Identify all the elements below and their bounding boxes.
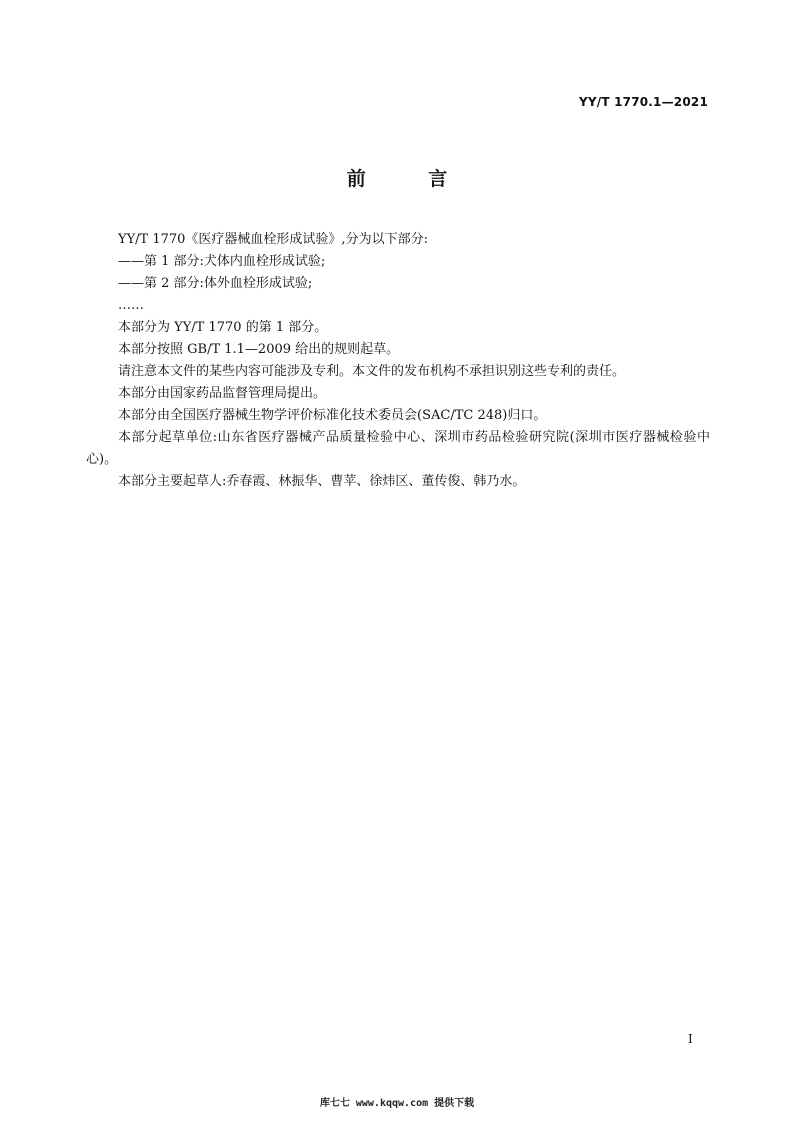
foreword-body xyxy=(86,229,710,493)
paragraph-patent-notice: 请注意本文件的某些内容可能涉及专利。本文件的发布机构不承担识别这些专利的责任。 xyxy=(118,364,626,379)
page-title: 前 言 xyxy=(346,168,476,190)
paragraph-proposed-by: 本部分由国家药品监督管理局提出。 xyxy=(118,386,327,401)
standard-code: YY/T 1770.1—2021 xyxy=(578,95,708,109)
paragraph-part-1: ——第 1 部分:犬体内血栓形成试验; xyxy=(118,254,326,269)
paragraph-drafters: 本部分主要起草人:乔春霞、林振华、曹苹、徐炜区、董传俊、韩乃水。 xyxy=(118,474,526,489)
paragraph-scope: 本部分为 YY/T 1770 的第 1 部分。 xyxy=(118,320,328,335)
paragraph-drafting-rules: 本部分按照 GB/T 1.1—2009 给出的规则起草。 xyxy=(118,342,400,357)
download-footer: 库七七 www.kqqw.com 提供下载 xyxy=(319,1098,475,1109)
paragraph-ellipsis: …… xyxy=(118,298,144,313)
page-number: I xyxy=(688,1032,693,1046)
paragraph-part-2: ——第 2 部分:体外血栓形成试验; xyxy=(118,276,313,291)
paragraph-drafting-units: 本部分起草单位:山东省医疗器械产品质量检验中心、深圳市药品检验研究院(深圳市医疗器械检验中心)。 xyxy=(86,430,710,467)
paragraph-intro: YY/T 1770《医疗器械血栓形成试验》,分为以下部分: xyxy=(118,232,428,247)
paragraph-under-jurisdiction: 本部分由全国医疗器械生物学评价标准化技术委员会(SAC/TC 248)归口。 xyxy=(118,408,547,423)
